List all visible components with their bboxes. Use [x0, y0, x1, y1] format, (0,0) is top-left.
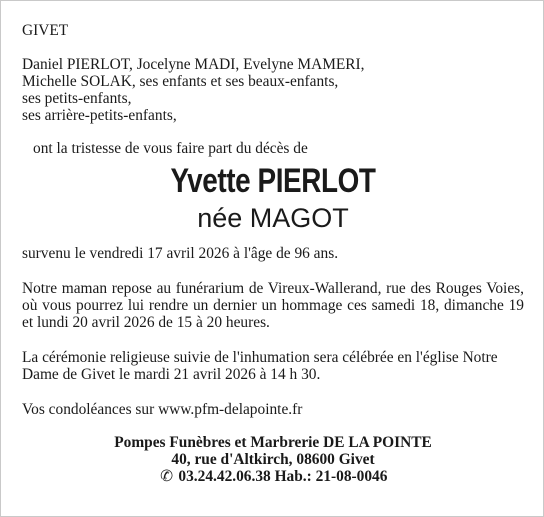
- family-line: Michelle SOLAK, ses enfants et ses beaux-enfants,: [22, 73, 339, 90]
- company-phones: 03.24.42.06.38 Hab.: 21-08-0046: [178, 468, 388, 485]
- condolences-text: Vos condoléances sur www.pfm-delapointe.fr: [22, 401, 303, 418]
- intro-text: ont la tristesse de vous faire part du décès de: [33, 140, 308, 157]
- deceased-name: Yvette PIERLOT: [170, 162, 376, 200]
- ceremony-paragraph: La cérémonie religieuse suivie de l'inhumation sera célébrée en l'église Notre Dame de Givet le mardi 21 avril 2026 à 14 h 30.: [22, 349, 498, 383]
- family-line: ses petits-enfants,: [22, 90, 132, 107]
- death-info: survenu le vendredi 17 avril 2026 à l'âge de 96 ans.: [22, 245, 339, 262]
- maiden-name: née MAGOT: [197, 203, 349, 233]
- city-label: GIVET: [22, 22, 69, 39]
- company-phones-line: [22, 468, 524, 485]
- obituary-notice: [22, 22, 524, 485]
- family-list: [22, 56, 524, 124]
- company-name: Pompes Funèbres et Marbrerie DE LA POINTE: [114, 434, 432, 451]
- company-address: 40, rue d'Altkirch, 08600 Givet: [171, 451, 375, 468]
- phone-icon: ✆: [160, 468, 173, 485]
- family-line: Daniel PIERLOT, Jocelyne MADI, Evelyne MAMERI,: [22, 56, 365, 73]
- funeral-home-footer: [22, 434, 524, 485]
- family-line: ses arrière-petits-enfants,: [22, 107, 177, 124]
- funeral-home-paragraph: Notre maman repose au funérarium de Vireux-Wallerand, rue des Rouges Voies, où vous pourrez lui rendre un dernier un hommage ces samedi 18, dimanche 19 et lundi 20 avril 2026 de 15 à 20 heures.: [22, 280, 524, 331]
